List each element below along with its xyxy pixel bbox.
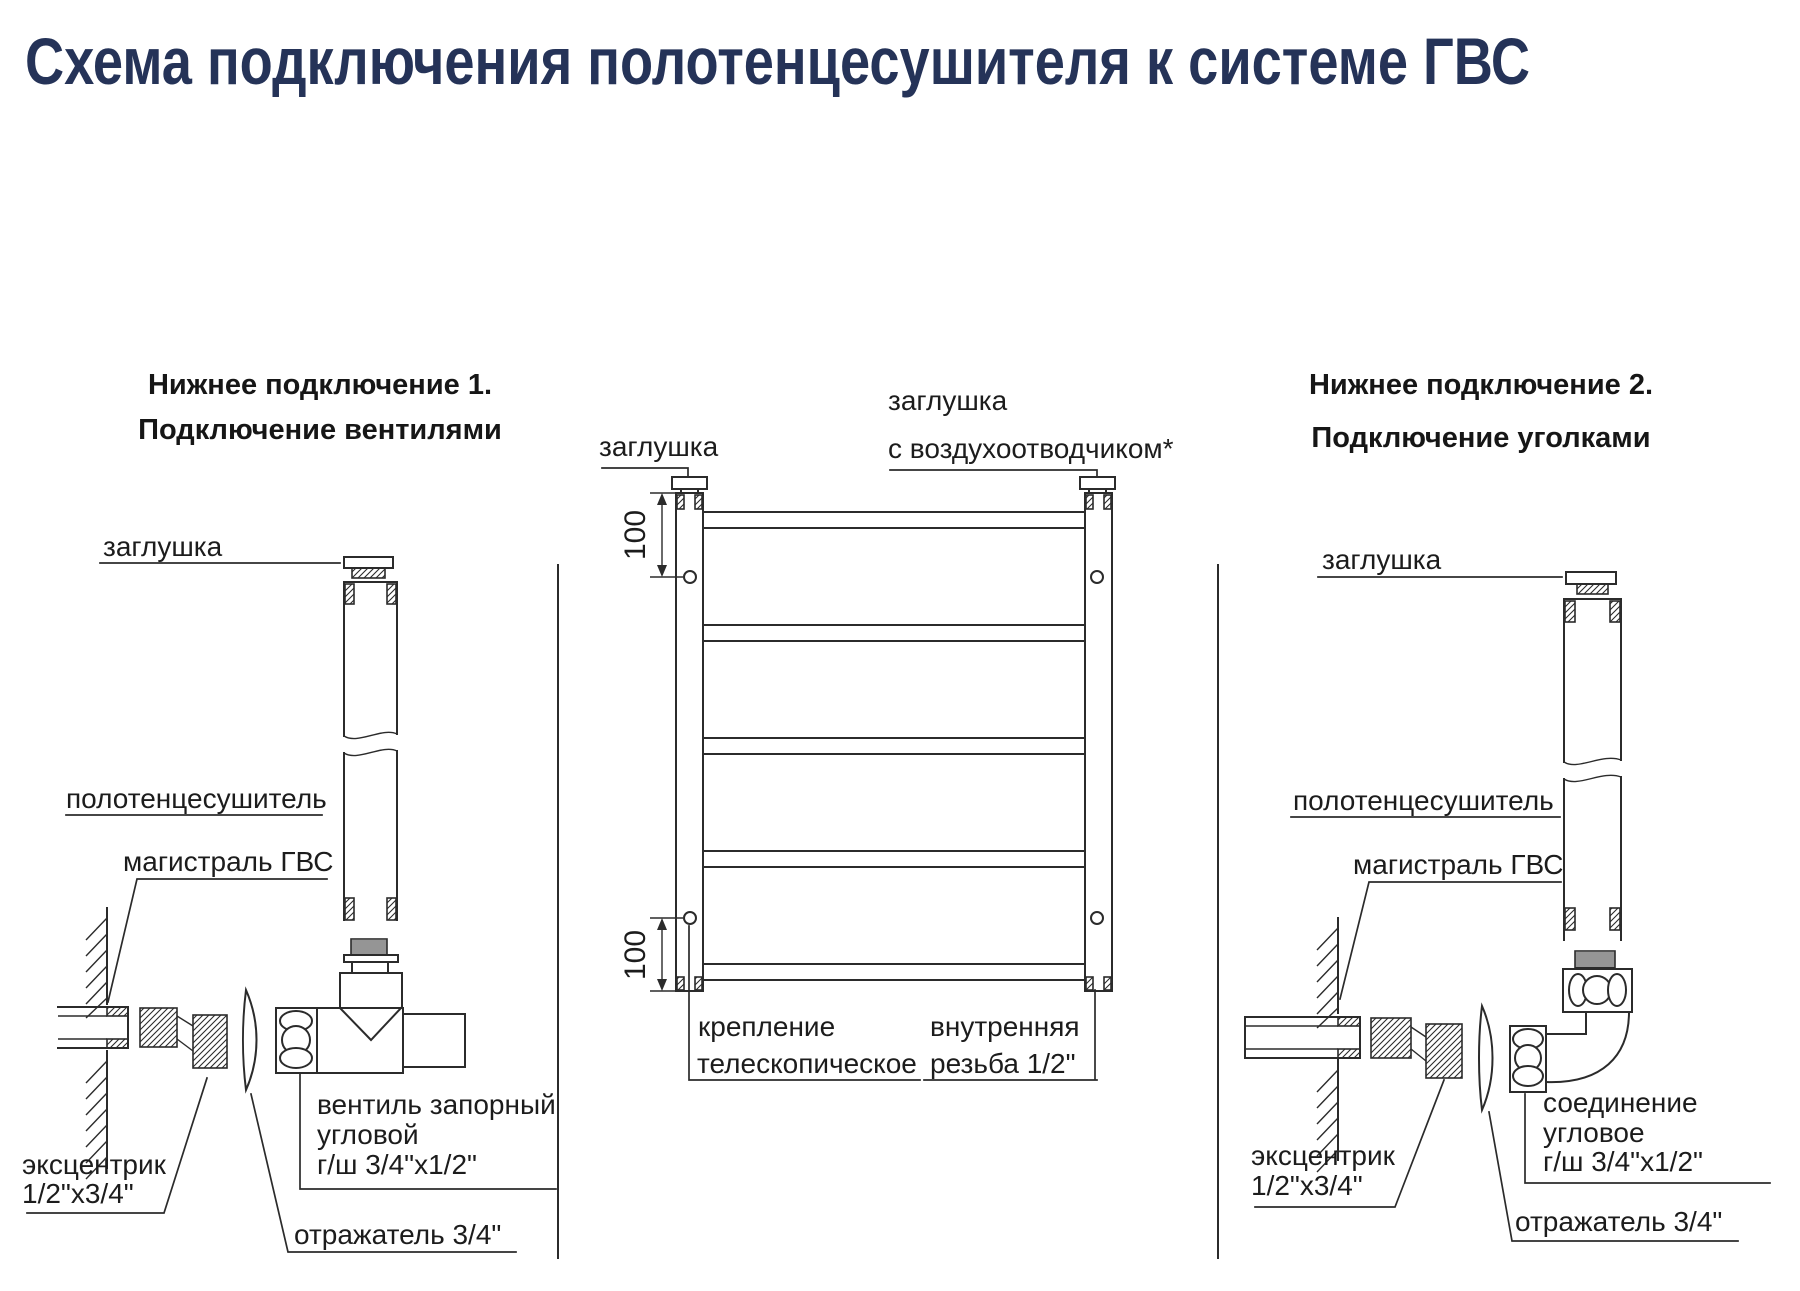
left-cap-thread bbox=[352, 568, 385, 578]
right-pipe bbox=[1564, 599, 1621, 940]
right-eccentric-label-1: эксцентрик bbox=[1251, 1140, 1395, 1171]
right-cap-thread bbox=[1577, 584, 1608, 594]
right-reflector-label: отражатель 3/4" bbox=[1515, 1206, 1723, 1237]
right-heading-1: Нижнее подключение 2. bbox=[1308, 369, 1654, 401]
left-eccentric-label-2: 1/2"х3/4" bbox=[22, 1178, 134, 1209]
page-title: Схема подключения полотенцесушителя к системе ГВС bbox=[25, 24, 1530, 98]
right-eccentric-label-2: 1/2"х3/4" bbox=[1251, 1170, 1363, 1201]
left-cap-disc bbox=[344, 557, 393, 568]
right-towelrail-label: полотенцесушитель bbox=[1293, 785, 1554, 816]
right-elbow-label-3: г/ш 3/4"х1/2" bbox=[1543, 1146, 1703, 1177]
right-wall bbox=[1317, 918, 1338, 1172]
right-wall-pipe bbox=[1245, 1017, 1360, 1058]
right-main-label: магистраль ГВС bbox=[1353, 849, 1564, 880]
left-wall bbox=[86, 908, 107, 1179]
right-cap-label: заглушка bbox=[1322, 544, 1442, 575]
left-wall-pipe bbox=[58, 1007, 128, 1048]
right-eccentric bbox=[1371, 1018, 1462, 1078]
right-elbow-label-1: соединение bbox=[1543, 1087, 1698, 1118]
center-cap-label: заглушка bbox=[599, 431, 719, 462]
center-mount-label-2: телескопическое bbox=[697, 1048, 917, 1079]
left-valve bbox=[276, 939, 465, 1073]
center-cap-leader bbox=[602, 468, 688, 477]
right-elbow bbox=[1510, 951, 1632, 1092]
center-aircap-label-2: с воздухоотводчиком* bbox=[888, 433, 1174, 464]
left-reflector bbox=[243, 990, 257, 1090]
right-cap-disc bbox=[1566, 572, 1616, 584]
left-valve-label-1: вентиль запорный bbox=[317, 1089, 556, 1120]
left-heading-1: Нижнее подключение 1. bbox=[147, 369, 493, 401]
left-main-leader bbox=[108, 879, 327, 1002]
dimension-top-100 bbox=[619, 493, 683, 577]
center-thread-label-2: резьба 1/2" bbox=[930, 1048, 1076, 1079]
left-valve-label-3: г/ш 3/4"х1/2" bbox=[317, 1149, 477, 1180]
left-valve-label-2: угловой bbox=[317, 1119, 419, 1150]
left-pipe bbox=[344, 582, 397, 920]
left-reflector-label: отражатель 3/4" bbox=[294, 1219, 502, 1250]
left-panel bbox=[22, 369, 556, 1252]
right-reflector bbox=[1479, 1006, 1493, 1110]
center-aircap-leader bbox=[890, 470, 1097, 477]
towel-rail-front-view bbox=[672, 477, 1115, 991]
left-main-label: магистраль ГВС bbox=[123, 846, 334, 877]
dim-top-value: 100 bbox=[619, 509, 652, 561]
center-thread-label-1: внутренняя bbox=[930, 1011, 1080, 1042]
left-cap-label: заглушка bbox=[103, 531, 223, 562]
dim-bottom-value: 100 bbox=[619, 929, 652, 981]
dimension-bottom-100 bbox=[619, 918, 683, 991]
right-heading-2: Подключение уголками bbox=[1311, 422, 1651, 454]
left-towelrail-label: полотенцесушитель bbox=[66, 783, 327, 814]
center-panel bbox=[599, 385, 1174, 1080]
right-main-leader bbox=[1340, 882, 1561, 999]
left-eccentric-label-1: эксцентрик bbox=[22, 1149, 166, 1180]
left-heading-2: Подключение вентилями bbox=[138, 414, 502, 446]
right-panel bbox=[1245, 369, 1770, 1241]
right-elbow-label-2: угловое bbox=[1543, 1117, 1645, 1148]
center-mount-label-1: крепление bbox=[698, 1011, 836, 1042]
center-aircap-label-1: заглушка bbox=[888, 385, 1008, 416]
left-eccentric bbox=[140, 1008, 227, 1068]
